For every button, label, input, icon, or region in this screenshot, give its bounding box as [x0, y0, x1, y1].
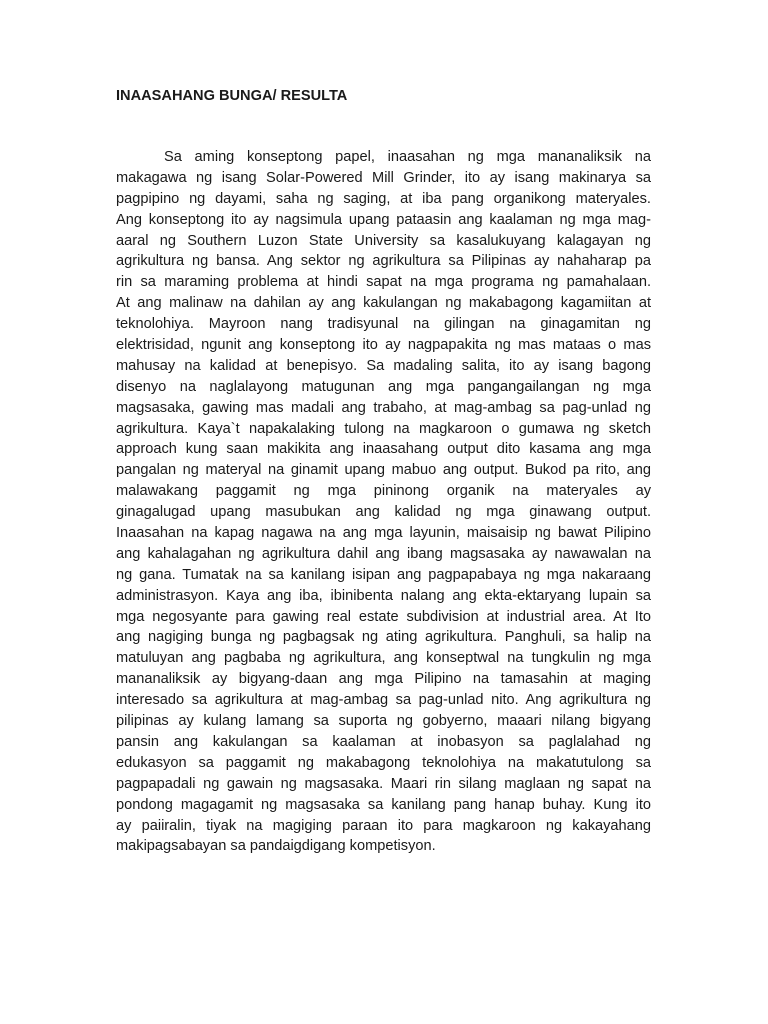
- paragraph-line: ang nagiging bunga ng pagbagsak ng ating agrikultura. Panghuli, sa halip na: [116, 629, 651, 646]
- paragraph-line: ang kahalagahan ng agrikultura dahil ang ibang magsasaka ay nawawalan na: [116, 545, 651, 562]
- paragraph-line: makipagsabayan sa pandaigdigang kompetisyon.: [116, 838, 436, 855]
- paragraph-line: rin sa maraming problema at hindi sapat na mga programa ng pamahalaan.: [116, 274, 651, 291]
- paragraph-line: pansin ang kakulangan sa kaalaman at inobasyon sa paglalahad ng: [116, 733, 651, 750]
- paragraph-line: pilipinas ay kulang lamang sa suporta ng gobyerno, maaari nilang bigyang: [116, 713, 651, 730]
- body-paragraph: [116, 147, 651, 857]
- paragraph-line: At ang malinaw na dahilan ay ang kakulangan ng makabagong kagamiitan at: [116, 295, 651, 312]
- paragraph-line: aaral ng Southern Luzon State University sa kasalukuyang kalagayan ng: [116, 232, 651, 249]
- paragraph-line: pagpipino ng dayami, saha ng saging, at iba pang organikong materyales.: [116, 190, 651, 207]
- paragraph-line: interesado sa agrikultura at mag-ambag sa pag-unlad nito. Ang agrikultura ng: [116, 692, 651, 709]
- paragraph-line: agrikultura. Kaya`t napakalaking tulong na magkaroon o gumawa ng sketch: [116, 420, 651, 437]
- paragraph-line: administrasyon. Kaya ang iba, ibinibenta nalang ang ekta-ektaryang lupain sa: [116, 587, 651, 604]
- paragraph-line: matuluyan ang pagbaba ng agrikultura, ang konseptwal na tungkulin ng mga: [116, 650, 651, 667]
- section-heading: INAASAHANG BUNGA/ RESULTA: [116, 88, 348, 104]
- paragraph-line: pondong magagamit ng magsasaka sa kanilang pang hanap buhay. Kung ito: [116, 796, 651, 813]
- paragraph-line: agrikultura ng bansa. Ang sektor ng agrikultura sa Pilipinas ay nahaharap pa: [116, 253, 651, 270]
- paragraph-line: Ang konseptong ito ay nagsimula upang pataasin ang kaalaman ng mga mag-: [116, 211, 651, 228]
- paragraph-line: disenyo na naglalayong matugunan ang mga pangangailangan ng mga: [116, 378, 651, 395]
- paragraph-line: edukasyon sa paggamit ng makabagong teknolohiya na makatutulong sa: [116, 754, 651, 771]
- paragraph-line: teknolohiya. Mayroon nang tradisyunal na gilingan na ginagamitan ng: [116, 316, 651, 333]
- paragraph-line: mga negosyante para gawing real estate subdivision at industrial area. At Ito: [116, 608, 651, 625]
- paragraph-line: mahusay na kalidad at benepisyo. Sa madaling salita, ito ay isang bagong: [116, 357, 651, 374]
- paragraph-line: ng gana. Tumatak na sa kanilang isipan ang pagpapabaya ng mga nakaraang: [116, 566, 651, 583]
- paragraph-line: ginagalugad upang masubukan ang kalidad ng mga ginawang output.: [116, 504, 651, 521]
- paragraph-line: pangalan ng materyal na ginamit upang mabuo ang output. Bukod pa rito, ang: [116, 462, 651, 479]
- paragraph-line: makagawa ng isang Solar-Powered Mill Grinder, ito ay isang makinarya sa: [116, 169, 651, 186]
- paragraph-line: Inaasahan na kapag nagawa na ang mga layunin, maisaisip ng bawat Pilipino: [116, 525, 651, 542]
- paragraph-line: approach kung saan makikita ang inaasahang output dito kasama ang mga: [116, 441, 651, 458]
- paragraph-line: Sa aming konseptong papel, inaasahan ng mga mananaliksik na: [164, 149, 651, 165]
- paragraph-line: magsasaka, gawing mas madali ang trabaho, at mag-ambag sa pag-unlad ng: [116, 399, 651, 416]
- paragraph-line: malawakang paggamit ng mga pininong organik na materyales ay: [116, 483, 651, 500]
- paragraph-line: mananaliksik ay bigyang-daan ang mga Pilipino na tamasahin at maging: [116, 671, 651, 688]
- paragraph-line: elektrisidad, ngunit ang konseptong ito ay nagpapakita ng mas mataas o mas: [116, 337, 651, 354]
- paragraph-line: ay paiiralin, tiyak na magiging paraan ito para magkaroon ng kakayahang: [116, 817, 651, 834]
- paragraph-line: pagpapadali ng gawain ng magsasaka. Maari rin silang maglaan ng sapat na: [116, 775, 651, 792]
